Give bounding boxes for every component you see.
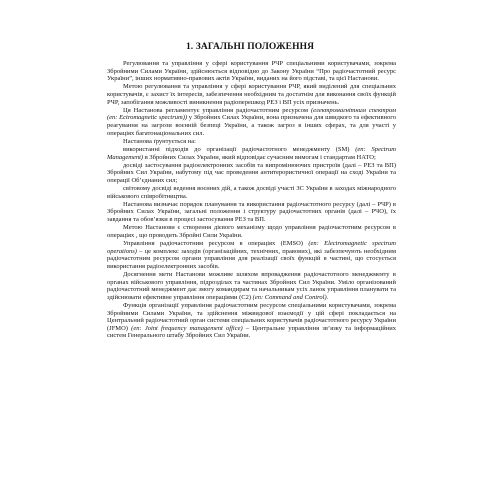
section-body <box>107 60 396 340</box>
italic-term: (електромагнітним спектром (en: Ectromagnetic spectrum)) <box>107 106 396 122</box>
paragraph: Управління радіочастотним ресурсом в операціях (EMSO) (en: Electromagnetic spectrum operations) – це комплекс заходів (організаційних, технічних, правових), які забезпечують необхідним радіочастотним ресурсом органи управління для реалізації своїх функцій в частині, що стосується використання радіоелектронних засобів. <box>107 240 396 270</box>
paragraph: Настанова визначає порядок планування та використання радіочастотного ресурсу (далі – РЧР) в Збройних Силах України, загальні положення і структуру радіочастотних органів (далі – РЧО), їх завдання та обов’язки в процесі застосування РЕЗ та ВП. <box>107 200 396 224</box>
paragraph: Функція організації управління радіочастотним ресурсом спеціальними користувачами, зокрема Збройними Силами України, та здійснення міжвидової взаємодії у цій сфері покладається на Центральний радіочастотний орган системи спеціальних користувачів радіочастотного ресурсу України (JFMO) (en: Joint frequency management office) – Центральне управління зв’язку та інформаційних систем Генерального штабу Збройних Сил України. <box>107 301 396 340</box>
paragraph: Досягнення мети Настанови можливе шляхом впровадження радіочастотного менеджменту в органах військового управління, підрозділах та частинах Збройних Сил України. Уміло організований радіочастотний менеджмент дає змогу командирам та начальникам усіх ланок управління планувати та здійснювати ефективне управління операціями (C2) (en: Command and Control). <box>107 270 396 301</box>
list-item: використанні підходів до організації радіочастотного менеджменту (SM) (en: Spectrum Management) в Збройних Силах України, який відповідає сучасним вимогам і стандартам НАТО; <box>107 145 396 161</box>
paragraph: Метою Настанови є створення дієвого механізму щодо управління радіочастотним ресурсом в операціях , що проводить Збройні Сили України. <box>107 224 396 239</box>
list-item: досвіді застосування радіоелектронних засобів та випромінюючих пристроїв (далі – РЕЗ та ВП) Збройних Сил України, набутому під час проведення антитерористичної операції на сході України та операції Об’єднаних сил; <box>107 161 396 184</box>
paragraph: Метою регулювання та управління у сфері користування РЧР, який виділений для спеціальних користувачів, є захист їх інтересів, забезпечення необхідним та достатнім для виконання своїх функцій РЧР, запобігання можливості виникнення радіоперешкод РЕЗ і ВП усіх призначень. <box>107 83 396 106</box>
italic-term: (en: Spectrum Management) <box>107 145 396 161</box>
list-item: світовому досвіді ведення воєнних дій, а також досвіді участі ЗС України в заходах міжнародного військового співробітництва. <box>107 185 396 200</box>
italic-term: (en: Command and Control). <box>252 293 329 301</box>
paragraph: Настанова ґрунтується на: <box>123 137 196 145</box>
italic-term: (en: Electromagnetic spectrum operations) <box>107 240 396 255</box>
italic-term: (en: Joint frequency management office) <box>131 324 243 332</box>
paragraph: Регулювання та управління у сфері користування РЧР спеціальними користувачами, зокрема Збройними Силами України, здійснюється відповідно до Закону України “Про радіочастотний ресурс України”, інших нормативно-правових актів України, виданих на його підставі, та цієї Настанови. <box>107 60 396 83</box>
section-heading: 1. ЗАГАЛЬНІ ПОЛОЖЕННЯ <box>185 42 315 52</box>
paragraph: Ця Настанова регламентує управління радіочастотним ресурсом (електромагнітним спектром (en: Ectromagnetic spectrum)) у Збройних Силах України, вона призначена для швидкого та ефективного реагування на загрози воєнній безпеці України, а також загроз в інших сферах, та для участі у операціях багатонаціональних сил. <box>107 106 396 137</box>
